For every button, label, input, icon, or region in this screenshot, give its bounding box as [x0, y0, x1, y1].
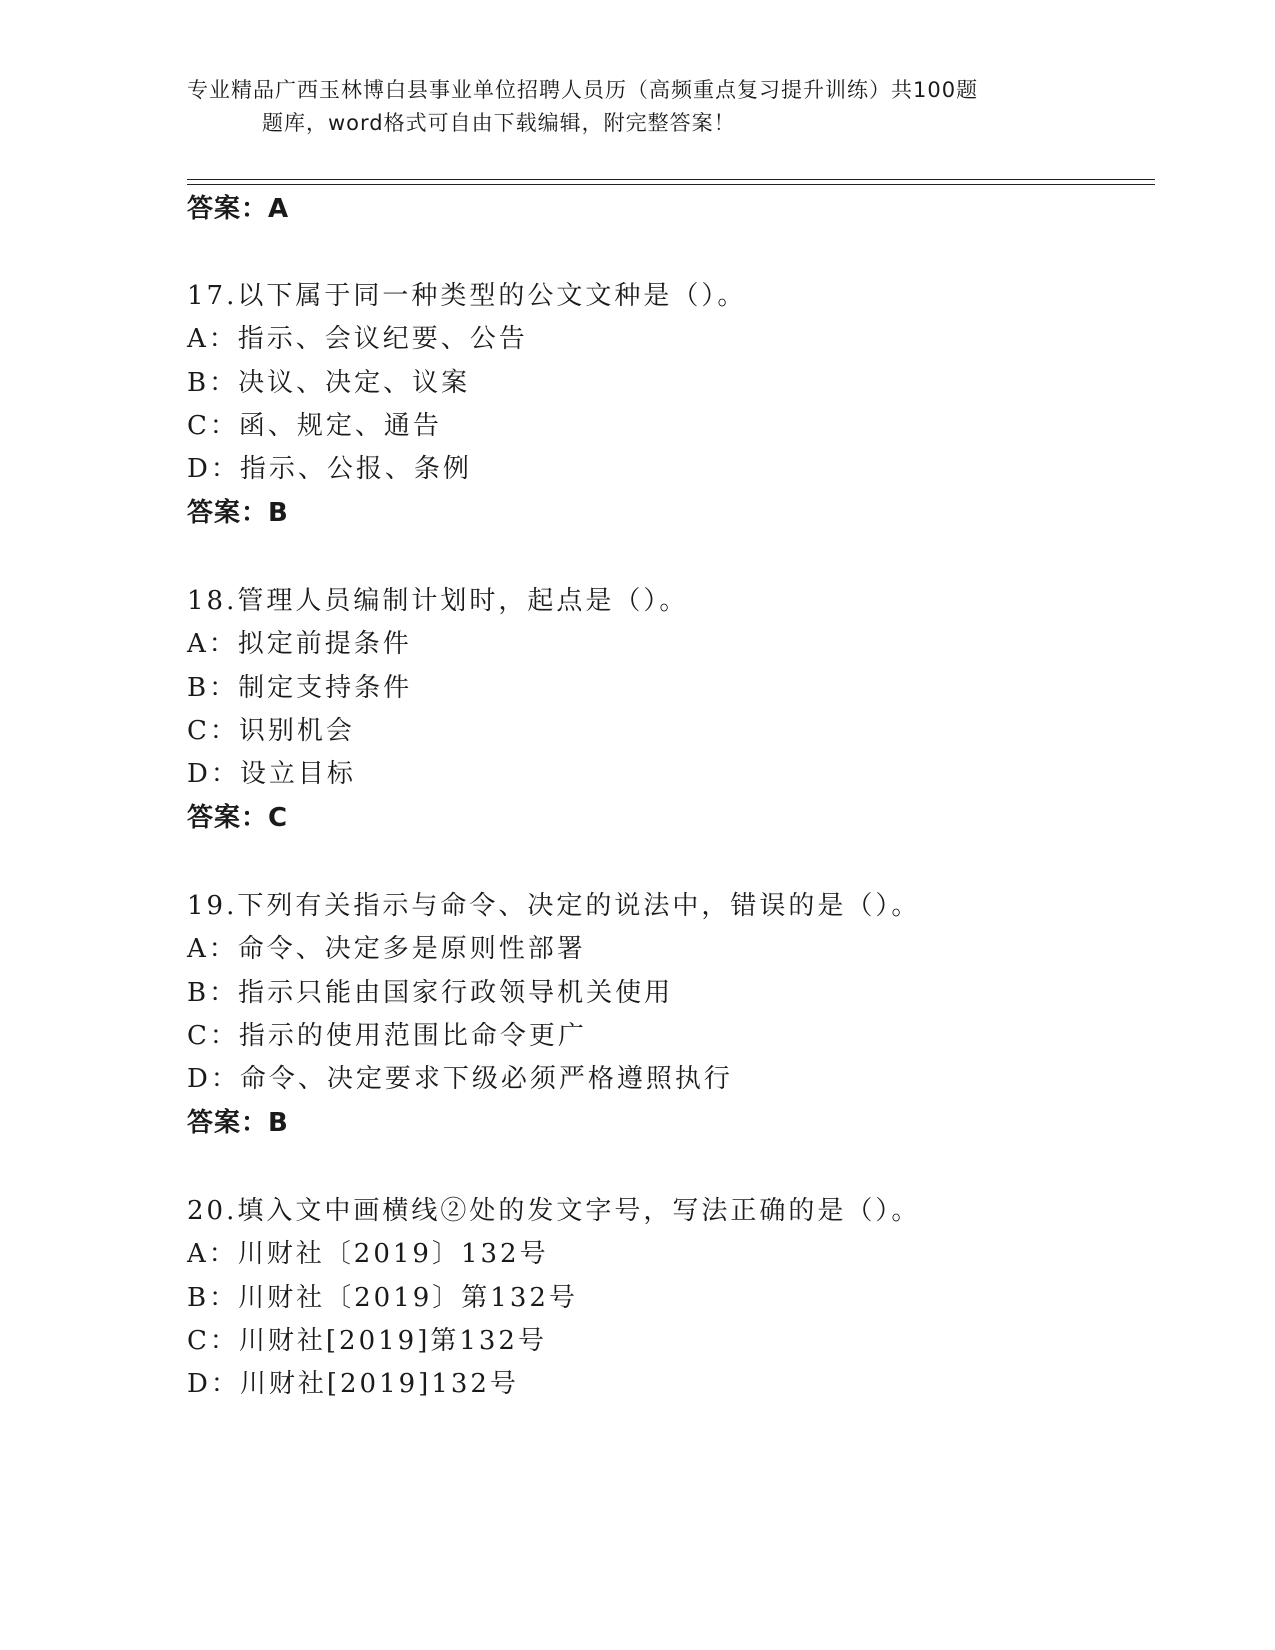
- question-17-option-c: C：函、规定、通告: [187, 411, 442, 441]
- question-19-option-c: C：指示的使用范围比命令更广: [187, 1021, 587, 1051]
- question-18-option-b: B：制定支持条件: [187, 673, 413, 703]
- question-20-option-b: B：川财社〔2019〕第132号: [187, 1283, 578, 1313]
- question-19-option-d: D：命令、决定要求下级必须严格遵照执行: [187, 1064, 733, 1094]
- previous-answer: 答案：A: [187, 194, 290, 224]
- question-20-option-a: A：川财社〔2019〕132号: [187, 1239, 549, 1269]
- question-19-option-b: B：指示只能由国家行政领导机关使用: [187, 978, 674, 1008]
- question-17-answer: 答案：B: [187, 498, 289, 528]
- question-18-option-c: C：识别机会: [187, 716, 355, 746]
- header-rule-top: [187, 179, 1155, 180]
- question-20-stem: 20.填入文中画横线②处的发文字号，写法正确的是（）。: [187, 1196, 921, 1226]
- question-20-option-d: D：川财社[2019]132号: [187, 1369, 519, 1399]
- header-title-line1: 专业精品广西玉林博白县事业单位招聘人员历（高频重点复习提升训练）共100题: [187, 78, 979, 102]
- question-17-option-d: D：指示、公报、条例: [187, 454, 472, 484]
- question-19-stem: 19.下列有关指示与命令、决定的说法中，错误的是（）。: [187, 891, 921, 921]
- header-rule-bottom: [187, 184, 1155, 185]
- question-18-stem: 18.管理人员编制计划时，起点是（）。: [187, 586, 689, 616]
- question-20-option-c: C：川财社[2019]第132号: [187, 1326, 547, 1356]
- question-17-option-a: A：指示、会议纪要、公告: [187, 324, 528, 354]
- header-title-line2: 题库，word格式可自由下载编辑，附完整答案！: [262, 111, 736, 135]
- question-17-option-b: B：决议、决定、议案: [187, 368, 471, 398]
- question-19-answer: 答案：B: [187, 1108, 289, 1138]
- question-18-answer: 答案：C: [187, 803, 289, 833]
- question-17-stem: 17.以下属于同一种类型的公文文种是（）。: [187, 281, 747, 311]
- document-header: [187, 74, 1107, 140]
- question-18-option-a: A：拟定前提条件: [187, 629, 412, 659]
- question-18-option-d: D：设立目标: [187, 759, 356, 789]
- question-19-option-a: A：命令、决定多是原则性部署: [187, 934, 586, 964]
